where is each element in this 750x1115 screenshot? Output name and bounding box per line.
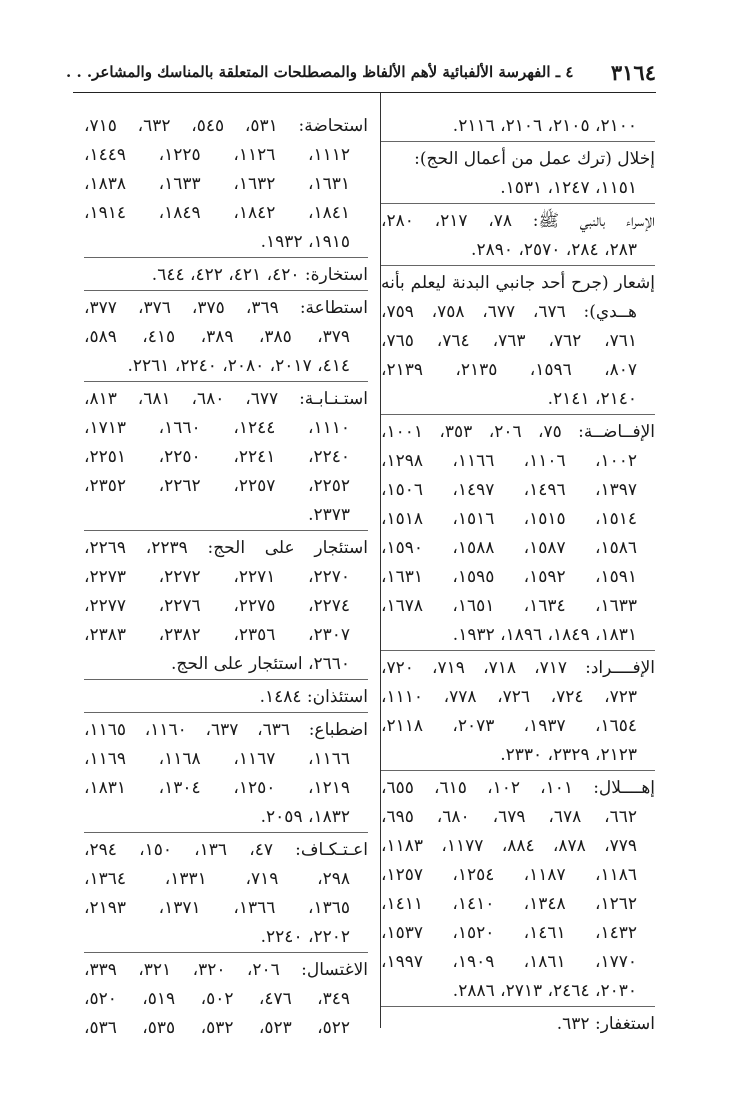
- index-entry-term: الإفــــراد: ٧١٧، ٧١٨، ٧١٩، ٧٢٠،: [381, 658, 655, 678]
- index-entry-references: ٧٢٣، ٧٢٤، ٧٢٦، ٧٧٨، ١١١٠،: [381, 687, 638, 707]
- index-entry-references: ٢٦٦٠، استئجار على الحج.: [170, 654, 350, 674]
- index-column-right: [381, 112, 655, 1039]
- entry-separator: [84, 290, 368, 291]
- page-header: [66, 58, 656, 86]
- index-entry-references: ٢٨٣، ٢٨٤، ٢٥٧٠، ٢٨٩٠.: [471, 240, 637, 260]
- index-entry-references: ٥٢٢، ٥٢٣، ٥٣٢، ٥٣٥، ٥٣٦،: [84, 1018, 351, 1038]
- index-entry-references: ١٦٥٤، ١٩٣٧، ٢٠٧٣، ٢١١٨،: [381, 716, 638, 736]
- index-entry-references: ١٨٣١، ١٨٤٩، ١٨٩٦، ١٩٣٢.: [452, 625, 637, 645]
- index-entry-references: ٤١٤، ٢٠١٧، ٢٠٨٠، ٢٢٤٠، ٢٢٦١.: [127, 356, 350, 376]
- index-entry-references: ١٧٧٠، ١٨٦١، ١٩٠٩، ١٩٩٧،: [381, 952, 638, 972]
- index-column-left: [84, 112, 368, 1043]
- index-entry-references: ١١٦٦، ١١٦٧، ١١٦٨، ١١٦٩،: [84, 749, 350, 769]
- index-entry-references: ١٨٤١، ١٨٤٢، ١٨٤٩، ١٩١٤،: [84, 203, 350, 223]
- index-entry-references: ١١٥١، ١٢٤٧، ١٥٣١.: [500, 178, 637, 198]
- header-rule: [73, 92, 656, 93]
- entry-separator: [381, 650, 655, 651]
- entry-separator: [84, 679, 368, 680]
- index-entry-references: ٨٠٧، ١٥٩٦، ٢١٣٥، ٢١٣٩،: [381, 360, 638, 380]
- index-entry-term: الإفــاضــة: ٧٥، ٢٠٦، ٣٥٣، ١٠٠١،: [381, 422, 655, 442]
- index-entry-term: اعـتـكـاف: ٤٧، ١٣٦، ١٥٠، ٢٩٤،: [84, 840, 368, 860]
- page-number: ٣١٦٤: [610, 59, 656, 85]
- index-entry-references: ١١١٢، ١١٢٦، ١٢٢٥، ١٤٤٩،: [84, 145, 350, 165]
- index-entry-term: استئذان: ١٤٨٤.: [259, 687, 368, 707]
- index-entry-term: اضطباع: ٦٣٦، ٦٣٧، ١١٦٠، ١١٦٥،: [84, 720, 368, 740]
- index-entry-references: ٧٧٩، ٨٧٨، ٨٨٤، ١١٧٧، ١١٨٣،: [381, 836, 638, 856]
- index-entry-references: ٢٢٧٤، ٢٢٧٥، ٢٢٧٦، ٢٢٧٧،: [84, 596, 350, 616]
- index-entry-references: ٧٦١، ٧٦٢، ٧٦٣، ٧٦٤، ٧٦٥،: [381, 331, 638, 351]
- index-entry-term: استحاضة: ٥٣١، ٥٤٥، ٦٣٢، ٧١٥،: [84, 116, 368, 136]
- index-entry-term: الإسراء بالنبي ﷺ: ٧٨، ٢١٧، ٢٨٠،: [381, 211, 655, 231]
- index-entry-references: ١٥٨٦، ١٥٨٧، ١٥٨٨، ١٥٩٠،: [381, 538, 638, 558]
- entry-separator: [84, 832, 368, 833]
- index-entry-references: ١٩١٥، ١٩٣٢.: [260, 232, 350, 252]
- entry-separator: [381, 1006, 655, 1007]
- index-entry-term: إخلال (ترك عمل من أعمال الحج):: [414, 149, 655, 169]
- index-entry-references: ٢٢٤٠، ٢٢٤١، ٢٢٥٠، ٢٢٥١،: [84, 447, 350, 467]
- entry-separator: [84, 257, 368, 258]
- entry-separator: [381, 141, 655, 142]
- index-entry-references: ١٥١٤، ١٥١٥، ١٥١٦، ١٥١٨،: [381, 509, 638, 529]
- index-entry-references: ٣٤٩، ٤٧٦، ٥٠٢، ٥١٩، ٥٢٠،: [84, 989, 351, 1009]
- entry-separator: [381, 414, 655, 415]
- index-entry-term: إشعار (جرح أحد جانبي البدنة ليعلم بأنه: [381, 273, 655, 293]
- index-entry-references: ٦٦٢، ٦٧٨، ٦٧٩، ٦٨٠، ٦٩٥،: [381, 807, 638, 827]
- index-entry-references: ١١٨٦، ١١٨٧، ١٢٥٤، ١٢٥٧،: [381, 865, 638, 885]
- index-entry-references: ٢٢٥٢، ٢٢٥٧، ٢٢٦٢، ٢٣٥٢،: [84, 476, 350, 496]
- index-entry-references: ١٢١٩، ١٢٥٠، ١٣٠٤، ١٨٣١،: [84, 778, 350, 798]
- index-entry-term: استغفار: ٦٣٢.: [556, 1014, 655, 1034]
- index-entry-references: ٢٢٧٠، ٢٢٧١، ٢٢٧٢، ٢٢٧٣،: [84, 567, 350, 587]
- index-entry-references: ٢٣٠٧، ٢٣٥٦، ٢٣٨٢، ٢٣٨٣،: [84, 625, 350, 645]
- index-entry-term: الاغتسال: ٢٠٦، ٣٢٠، ٣٢١، ٣٣٩،: [84, 960, 368, 980]
- index-entry-references: ١٣٦٥، ١٣٦٦، ١٣٧١، ٢١٩٣،: [84, 898, 350, 918]
- index-entry-term: استئجار على الحج: ٢٢٣٩، ٢٢٦٩،: [84, 538, 368, 558]
- index-entry-references: ١٣٩٧، ١٤٩٦، ١٤٩٧، ١٥٠٦،: [381, 480, 638, 500]
- index-entry-references: ٣٧٩، ٣٨٥، ٣٨٩، ٤١٥، ٥٨٩،: [84, 327, 351, 347]
- index-entry-references: ٢١٠٠، ٢١٠٥، ٢١٠٦، ٢١١٦.: [452, 116, 637, 136]
- index-entry-references: ٢١٤٠، ٢١٤١.: [547, 389, 637, 409]
- index-entry-references: ١٠٠٢، ١١٠٦، ١١٦٦، ١٢٩٨،: [381, 451, 638, 471]
- index-entry-references: ٢٠٣٠، ٢٤٦٤، ٢٧١٣، ٢٨٨٦.: [452, 981, 637, 1001]
- index-entry-references: ١٨٣٢، ٢٠٥٩.: [260, 807, 350, 827]
- index-entry-references: ١٦٣٣، ١٦٣٤، ١٦٥١، ١٦٧٨،: [381, 596, 638, 616]
- index-entry-references: ٢١٢٣، ٢٣٢٩، ٢٣٣٠.: [500, 745, 637, 765]
- index-entry-references: ١٢٦٢، ١٣٤٨، ١٤١٠، ١٤١١،: [381, 894, 638, 914]
- index-entry-references: ١٤٣٢، ١٤٦١، ١٥٢٠، ١٥٣٧،: [381, 923, 638, 943]
- index-entry-term: استخارة: ٤٢٠، ٤٢١، ٤٢٢، ٦٤٤.: [151, 265, 368, 285]
- entry-separator: [84, 712, 368, 713]
- entry-separator: [84, 530, 368, 531]
- index-entry-references: ٢٩٨، ٧١٩، ١٣٣١، ١٣٦٤،: [84, 869, 351, 889]
- running-title: ٤ ـ الفهرسة الألفبائية لأهم الألفاظ والمصطلحات المتعلقة بالمناسك والمشاعر. . .: [66, 63, 574, 81]
- index-entry-term: إهــــلال: ١٠١، ١٠٢، ٦١٥، ٦٥٥،: [381, 778, 655, 798]
- index-entry-references: ١١١٠، ١٢٤٤، ١٦٦٠، ١٧١٣،: [84, 418, 350, 438]
- entry-separator: [84, 381, 368, 382]
- index-entry-references: ٢٣٧٣.: [308, 505, 350, 525]
- entry-separator: [381, 203, 655, 204]
- index-entry-references: ١٦٣١، ١٦٣٢، ١٦٣٣، ١٨٣٨،: [84, 174, 350, 194]
- index-entry-term: استطاعة: ٣٦٩، ٣٧٥، ٣٧٦، ٣٧٧،: [84, 298, 368, 318]
- index-entry-references: هــدي): ٦٧٦، ٦٧٧، ٧٥٨، ٧٥٩،: [381, 302, 638, 322]
- entry-separator: [84, 952, 368, 953]
- index-entry-references: ١٥٩١، ١٥٩٢، ١٥٩٥، ١٦٣١،: [381, 567, 638, 587]
- index-entry-term: استـنـابـة: ٦٧٧، ٦٨٠، ٦٨١، ٨١٣،: [84, 389, 368, 409]
- entry-separator: [381, 265, 655, 266]
- entry-separator: [381, 770, 655, 771]
- index-entry-references: ٢٢٠٢، ٢٢٤٠.: [260, 927, 350, 947]
